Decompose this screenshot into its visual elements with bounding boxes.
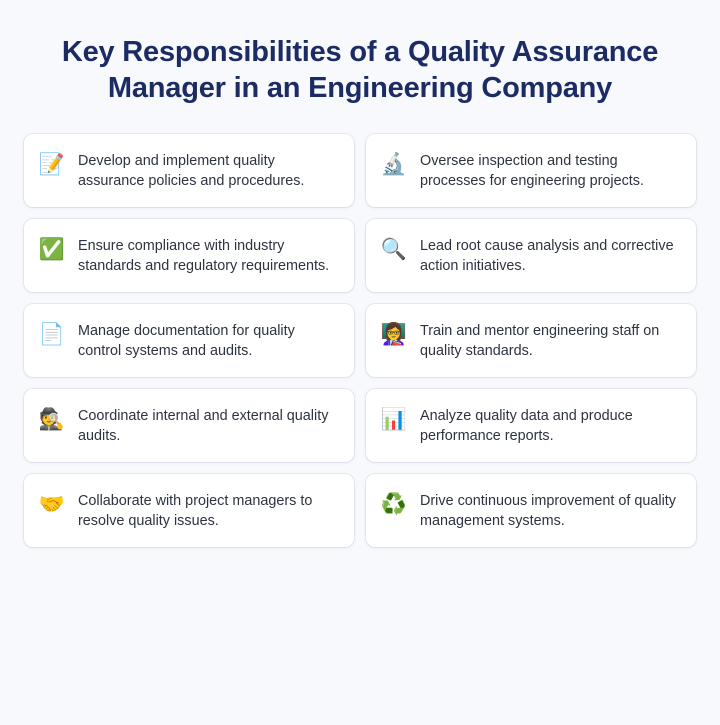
responsibility-grid xyxy=(14,134,706,547)
microscope-icon: 🔬 xyxy=(380,153,408,176)
list-item-label: Ensure compliance with industry standards and regulatory requirements. xyxy=(78,238,330,274)
list-item xyxy=(366,304,696,377)
check-mark-button-icon: ✅ xyxy=(38,238,66,261)
handshake-icon: 🤝 xyxy=(38,493,66,516)
list-item xyxy=(24,134,354,207)
detective-icon: 🕵️ xyxy=(38,408,66,431)
list-item xyxy=(24,389,354,462)
list-item xyxy=(366,474,696,547)
magnifying-glass-icon: 🔍 xyxy=(380,238,408,261)
bar-chart-icon: 📊 xyxy=(380,408,408,431)
list-item-label: Oversee inspection and testing processes for engineering projects. xyxy=(420,153,644,189)
list-item xyxy=(366,389,696,462)
list-item xyxy=(24,474,354,547)
list-item-label: Drive continuous improvement of quality management systems. xyxy=(420,493,676,529)
page-title: Key Responsibilities of a Quality Assurance Manager in an Engineering Company xyxy=(61,36,659,104)
page-document-icon: 📄 xyxy=(38,323,66,346)
list-item-label: Collaborate with project managers to resolve quality issues. xyxy=(78,493,313,529)
list-item-label: Manage documentation for quality control systems and audits. xyxy=(78,323,295,359)
list-item xyxy=(24,304,354,377)
list-item-label: Analyze quality data and produce performance reports. xyxy=(420,408,633,444)
list-item xyxy=(366,134,696,207)
recycling-symbol-icon: ♻️ xyxy=(380,493,408,516)
list-item-label: Coordinate internal and external quality audits. xyxy=(78,408,329,444)
list-item xyxy=(366,219,696,292)
list-item xyxy=(24,219,354,292)
list-item-label: Train and mentor engineering staff on quality standards. xyxy=(420,323,660,359)
list-item-label: Lead root cause analysis and corrective action initiatives. xyxy=(420,238,674,274)
teacher-presentation-icon: 👩‍🏫 xyxy=(380,323,408,346)
list-item-label: Develop and implement quality assurance policies and procedures. xyxy=(78,153,305,189)
memo-pencil-icon: 📝 xyxy=(38,153,66,176)
